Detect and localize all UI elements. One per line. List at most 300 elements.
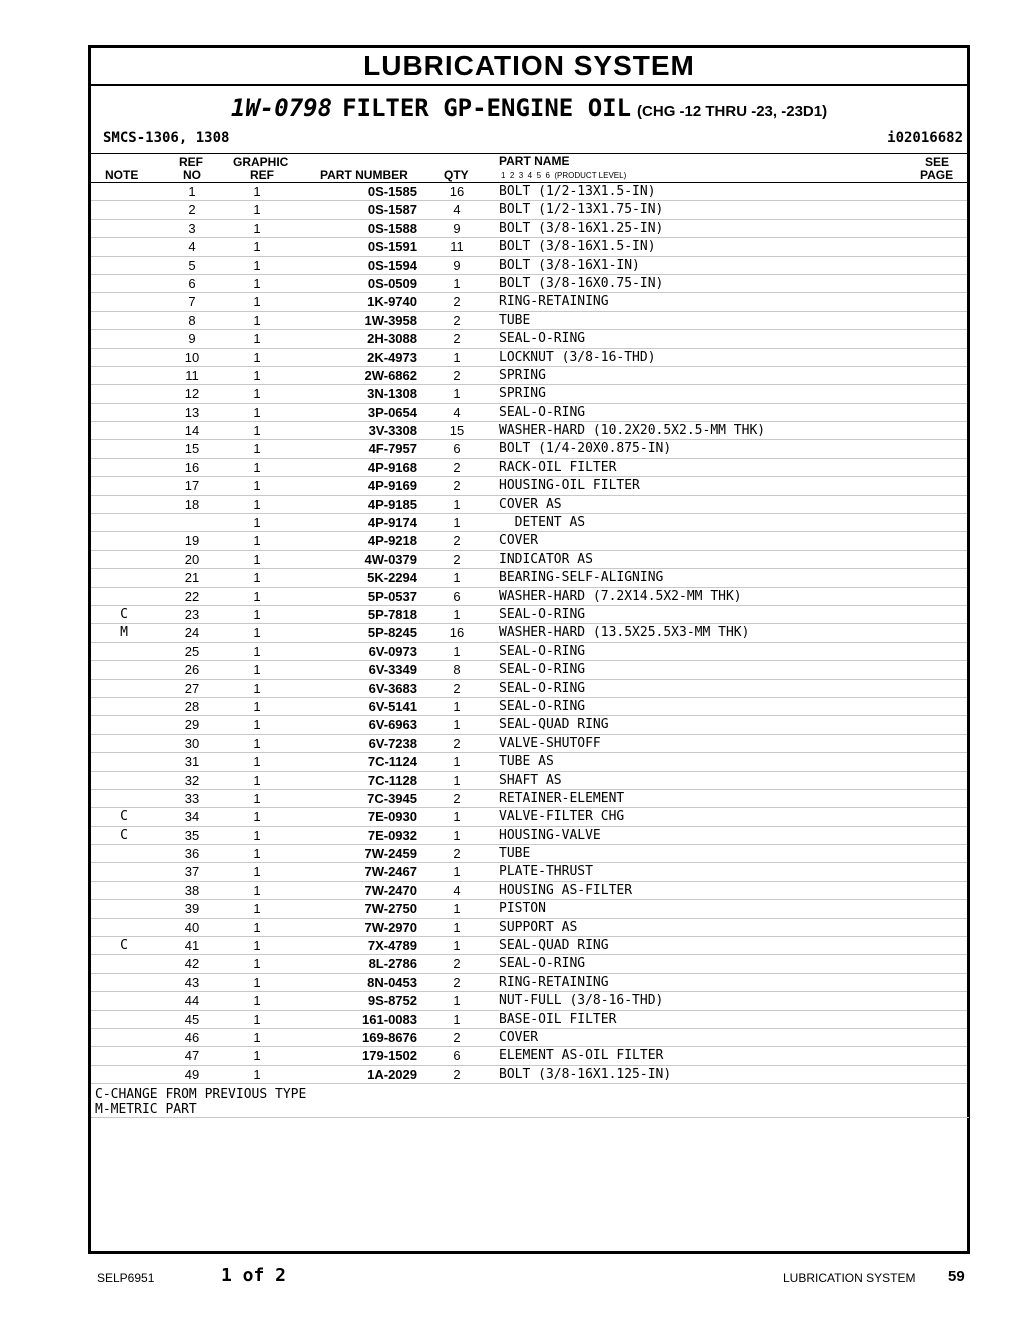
graphic-ref-cell: 1 xyxy=(253,625,261,641)
ref-number-cell: 41 xyxy=(184,938,200,954)
ref-number-cell: 42 xyxy=(184,956,200,972)
graphic-ref-cell: 1 xyxy=(253,404,261,420)
part-number-cell: 4P-9169 xyxy=(367,478,417,494)
graphic-ref-cell: 1 xyxy=(253,643,261,659)
quantity-cell: 1 xyxy=(453,698,461,714)
ref-number-cell: 34 xyxy=(184,809,200,825)
quantity-cell: 15 xyxy=(449,423,465,439)
col-part-name: PART NAME xyxy=(499,154,570,168)
ref-number-cell: 30 xyxy=(184,735,200,751)
part-name-cell: SPRING xyxy=(499,367,546,383)
part-name-cell: DETENT AS xyxy=(499,515,586,531)
ref-number-cell: 2 xyxy=(188,202,196,218)
graphic-ref-cell: 1 xyxy=(253,754,261,770)
part-name-cell: RACK-OIL FILTER xyxy=(499,459,617,475)
table-row xyxy=(91,293,967,311)
table-row xyxy=(91,440,967,458)
part-number-cell: 0S-1587 xyxy=(367,202,417,218)
quantity-cell: 2 xyxy=(453,974,461,990)
ref-number-cell: 7 xyxy=(188,294,196,310)
table-row xyxy=(91,275,967,293)
part-number-cell: 6V-6963 xyxy=(368,717,417,733)
ref-number-cell: 18 xyxy=(184,496,200,512)
ref-number-cell: 47 xyxy=(184,1048,200,1064)
group-range: (CHG -12 THRU -23, -23D1) xyxy=(637,103,828,120)
group-heading xyxy=(91,86,967,126)
quantity-cell: 1 xyxy=(453,570,461,586)
graphic-ref-cell: 1 xyxy=(253,570,261,586)
quantity-cell: 2 xyxy=(453,312,461,328)
part-name-cell: WASHER-HARD (13.5X25.5X3-MM THK) xyxy=(499,625,750,641)
ref-number-cell: 1 xyxy=(188,184,196,199)
part-number-cell: 3V-3308 xyxy=(368,423,417,439)
quantity-cell: 11 xyxy=(450,239,464,255)
table-row xyxy=(91,404,967,422)
part-name-cell: ELEMENT AS-OIL FILTER xyxy=(499,1048,664,1064)
table-row xyxy=(91,330,967,348)
graphic-ref-cell: 1 xyxy=(253,239,261,255)
ref-number-cell: 25 xyxy=(184,643,200,659)
note-cell: C xyxy=(120,938,128,954)
table-row xyxy=(91,367,967,385)
table-row xyxy=(91,1029,967,1047)
part-number-cell: 0S-1588 xyxy=(367,220,417,236)
graphic-ref-cell: 1 xyxy=(253,515,261,531)
graphic-ref-cell: 1 xyxy=(253,919,261,935)
table-row xyxy=(91,698,967,716)
ref-number-cell: 5 xyxy=(188,257,196,273)
quantity-cell: 1 xyxy=(453,275,461,291)
graphic-ref-cell: 1 xyxy=(253,184,261,199)
graphic-ref-cell: 1 xyxy=(253,662,261,678)
quantity-cell: 1 xyxy=(453,809,461,825)
quantity-cell: 1 xyxy=(453,717,461,733)
part-number-cell: 7C-1128 xyxy=(367,772,417,788)
table-row xyxy=(91,238,967,256)
graphic-ref-cell: 1 xyxy=(253,882,261,898)
part-name-cell: SPRING xyxy=(499,386,546,402)
part-name-cell: BOLT (3/8-16X1.125-IN) xyxy=(499,1066,672,1082)
part-name-cell: SEAL-O-RING xyxy=(499,404,586,420)
part-number-cell: 1K-9740 xyxy=(367,294,417,310)
quantity-cell: 2 xyxy=(453,459,461,475)
part-number-cell: 6V-7238 xyxy=(368,735,417,751)
part-name-cell: WASHER-HARD (7.2X14.5X2-MM THK) xyxy=(499,588,742,604)
part-name-cell: BOLT (1/2-13X1.75-IN) xyxy=(499,202,664,218)
table-row xyxy=(91,532,967,550)
quantity-cell: 9 xyxy=(453,220,461,236)
col-ref-top: REF xyxy=(179,155,203,169)
part-name-cell: BOLT (3/8-16X1-IN) xyxy=(499,257,640,273)
graphic-ref-cell: 1 xyxy=(253,275,261,291)
part-name-cell: WASHER-HARD (10.2X20.5X2.5-MM THK) xyxy=(499,423,766,439)
table-row xyxy=(91,477,967,495)
ref-number-cell: 12 xyxy=(184,386,200,402)
part-number-cell: 4P-9185 xyxy=(367,496,417,512)
part-number-cell: 3N-1308 xyxy=(367,386,417,402)
quantity-cell: 1 xyxy=(453,827,461,843)
ref-number-cell: 6 xyxy=(188,275,196,291)
ref-number-cell: 9 xyxy=(188,331,196,347)
quantity-cell: 6 xyxy=(453,588,461,604)
table-row xyxy=(91,201,967,219)
quantity-cell: 1 xyxy=(453,496,461,512)
graphic-ref-cell: 1 xyxy=(253,294,261,310)
ref-number-cell: 17 xyxy=(184,478,200,494)
table-row xyxy=(91,772,967,790)
part-number-cell: 7W-2459 xyxy=(364,846,417,862)
part-number-cell: 2H-3088 xyxy=(367,331,417,347)
quantity-cell: 9 xyxy=(453,257,461,273)
graphic-ref-cell: 1 xyxy=(253,680,261,696)
part-number-cell: 8L-2786 xyxy=(368,956,417,972)
ref-number-cell: 20 xyxy=(184,551,200,567)
graphic-ref-cell: 1 xyxy=(253,606,261,622)
table-row xyxy=(91,753,967,771)
group-name: FILTER GP-ENGINE OIL xyxy=(342,94,632,122)
notes-legend xyxy=(91,1084,969,1118)
quantity-cell: 1 xyxy=(453,993,461,1009)
part-name-cell: HOUSING-VALVE xyxy=(499,827,601,843)
part-name-cell: TUBE AS xyxy=(499,754,554,770)
part-number-cell: 7W-2467 xyxy=(364,864,417,880)
quantity-cell: 2 xyxy=(453,1066,461,1082)
part-number-cell: 7X-4789 xyxy=(367,938,417,954)
col-see-bottom: PAGE xyxy=(920,168,954,182)
graphic-ref-cell: 1 xyxy=(253,423,261,439)
graphic-ref-cell: 1 xyxy=(253,1048,261,1064)
ref-number-cell: 49 xyxy=(184,1066,200,1082)
quantity-cell: 1 xyxy=(453,386,461,402)
note-metric: M-METRIC PART xyxy=(95,1102,197,1118)
note-cell: C xyxy=(120,606,128,622)
illustration-id: i02016682 xyxy=(887,130,963,146)
ref-number-cell: 33 xyxy=(184,790,200,806)
graphic-ref-cell: 1 xyxy=(253,846,261,862)
ref-number-cell: 4 xyxy=(188,239,196,255)
table-row xyxy=(91,863,967,881)
table-row xyxy=(91,588,967,606)
part-name-cell: VALVE-SHUTOFF xyxy=(499,735,601,751)
note-change: C-CHANGE FROM PREVIOUS TYPE xyxy=(95,1087,307,1103)
part-name-cell: BEARING-SELF-ALIGNING xyxy=(499,570,664,586)
graphic-ref-cell: 1 xyxy=(253,735,261,751)
table-row xyxy=(91,349,967,367)
table-row xyxy=(91,716,967,734)
part-number-cell: 1A-2029 xyxy=(367,1066,417,1082)
graphic-ref-cell: 1 xyxy=(253,1029,261,1045)
graphic-ref-cell: 1 xyxy=(253,220,261,236)
ref-number-cell: 22 xyxy=(184,588,200,604)
graphic-ref-cell: 1 xyxy=(253,533,261,549)
parts-sheet xyxy=(88,45,970,1254)
ref-number-cell: 43 xyxy=(184,974,200,990)
table-row xyxy=(91,624,967,642)
note-cell: M xyxy=(120,625,128,641)
quantity-cell: 1 xyxy=(453,515,461,531)
ref-number-cell: 37 xyxy=(184,864,200,880)
quantity-cell: 1 xyxy=(453,919,461,935)
part-name-cell: TUBE xyxy=(499,312,531,328)
quantity-cell: 2 xyxy=(453,846,461,862)
graphic-ref-cell: 1 xyxy=(253,974,261,990)
part-number-cell: 6V-5141 xyxy=(368,698,417,714)
ref-number-cell: 24 xyxy=(184,625,200,641)
table-row xyxy=(91,183,967,201)
graphic-ref-cell: 1 xyxy=(253,790,261,806)
part-number-cell: 2W-6862 xyxy=(364,367,417,383)
ref-number-cell: 23 xyxy=(184,606,200,622)
table-row xyxy=(91,845,967,863)
part-name-cell: LOCKNUT (3/8-16-THD) xyxy=(499,349,656,365)
quantity-cell: 1 xyxy=(453,1011,461,1027)
table-row xyxy=(91,514,967,532)
quantity-cell: 6 xyxy=(453,441,461,457)
part-number-cell: 8N-0453 xyxy=(367,974,417,990)
graphic-ref-cell: 1 xyxy=(253,1011,261,1027)
ref-number-cell: 21 xyxy=(184,570,200,586)
quantity-cell: 2 xyxy=(453,331,461,347)
part-name-cell: BOLT (3/8-16X1.5-IN) xyxy=(499,239,656,255)
smcs-line xyxy=(91,126,967,154)
quantity-cell: 1 xyxy=(453,938,461,954)
ref-number-cell: 8 xyxy=(188,312,196,328)
part-number-cell: 7C-3945 xyxy=(367,790,417,806)
part-name-cell: BOLT (3/8-16X0.75-IN) xyxy=(499,275,664,291)
part-number-cell: 179-1502 xyxy=(362,1048,417,1064)
part-number-cell: 1W-3958 xyxy=(364,312,417,328)
ref-number-cell: 28 xyxy=(184,698,200,714)
graphic-ref-cell: 1 xyxy=(253,809,261,825)
doc-id: SELP6951 xyxy=(97,1271,155,1285)
part-name-cell: TUBE xyxy=(499,846,531,862)
col-note: NOTE xyxy=(105,168,139,182)
graphic-ref-cell: 1 xyxy=(253,1066,261,1082)
ref-number-cell: 45 xyxy=(184,1011,200,1027)
part-number-cell: 7W-2750 xyxy=(364,901,417,917)
part-number-cell: 2K-4973 xyxy=(367,349,417,365)
graphic-ref-cell: 1 xyxy=(253,588,261,604)
table-row xyxy=(91,1047,967,1065)
part-number-cell: 5P-0537 xyxy=(367,588,417,604)
part-name-cell: COVER xyxy=(499,533,539,549)
quantity-cell: 2 xyxy=(453,294,461,310)
quantity-cell: 4 xyxy=(453,202,461,218)
part-name-cell: BOLT (1/2-13X1.5-IN) xyxy=(499,184,656,199)
part-name-cell: SEAL-O-RING xyxy=(499,643,586,659)
section-title: LUBRICATION SYSTEM xyxy=(91,48,967,86)
graphic-ref-cell: 1 xyxy=(253,496,261,512)
table-row xyxy=(91,643,967,661)
quantity-cell: 16 xyxy=(449,625,465,641)
ref-number-cell: 11 xyxy=(185,367,199,383)
quantity-cell: 2 xyxy=(453,956,461,972)
part-number-cell: 169-8676 xyxy=(362,1029,417,1045)
table-row xyxy=(91,882,967,900)
graphic-ref-cell: 1 xyxy=(253,938,261,954)
graphic-ref-cell: 1 xyxy=(253,386,261,402)
part-number-cell: 5P-7818 xyxy=(367,606,417,622)
table-row xyxy=(91,992,967,1010)
ref-number-cell: 40 xyxy=(184,919,200,935)
ref-number-cell: 44 xyxy=(184,993,200,1009)
ref-number-cell: 32 xyxy=(184,772,200,788)
table-row xyxy=(91,312,967,330)
table-row xyxy=(91,955,967,973)
quantity-cell: 2 xyxy=(453,1029,461,1045)
graphic-ref-cell: 1 xyxy=(253,717,261,733)
ref-number-cell: 36 xyxy=(184,846,200,862)
ref-number-cell: 38 xyxy=(184,882,200,898)
quantity-cell: 8 xyxy=(453,662,461,678)
ref-number-cell: 31 xyxy=(184,754,200,770)
table-row xyxy=(91,1011,967,1029)
table-row xyxy=(91,919,967,937)
column-headers xyxy=(91,154,967,183)
quantity-cell: 4 xyxy=(453,404,461,420)
part-name-cell: SEAL-O-RING xyxy=(499,662,586,678)
table-row xyxy=(91,900,967,918)
table-row xyxy=(91,1066,967,1084)
graphic-ref-cell: 1 xyxy=(253,772,261,788)
table-row xyxy=(91,808,967,826)
table-row xyxy=(91,257,967,275)
graphic-ref-cell: 1 xyxy=(253,864,261,880)
ref-number-cell: 27 xyxy=(184,680,200,696)
graphic-ref-cell: 1 xyxy=(253,698,261,714)
graphic-ref-cell: 1 xyxy=(253,331,261,347)
part-name-cell: SEAL-O-RING xyxy=(499,606,586,622)
table-row xyxy=(91,551,967,569)
part-name-cell: INDICATOR AS xyxy=(499,551,593,567)
ref-number-cell: 15 xyxy=(184,441,200,457)
part-name-cell: PISTON xyxy=(499,901,546,917)
graphic-ref-cell: 1 xyxy=(253,827,261,843)
part-number-cell: 7E-0932 xyxy=(367,827,417,843)
quantity-cell: 1 xyxy=(453,901,461,917)
part-name-cell: SEAL-QUAD RING xyxy=(499,938,609,954)
col-graphic-bottom: REF xyxy=(250,168,274,182)
ref-number-cell: 26 xyxy=(184,662,200,678)
table-row xyxy=(91,974,967,992)
col-qty: QTY xyxy=(444,168,469,182)
col-ref-bottom: NO xyxy=(183,168,201,182)
quantity-cell: 2 xyxy=(453,367,461,383)
graphic-ref-cell: 1 xyxy=(253,551,261,567)
part-number-cell: 0S-1594 xyxy=(367,257,417,273)
table-row xyxy=(91,606,967,624)
part-number-cell: 0S-0509 xyxy=(367,275,417,291)
ref-number-cell: 3 xyxy=(188,220,196,236)
part-name-cell: BASE-OIL FILTER xyxy=(499,1011,617,1027)
part-name-cell: RING-RETAINING xyxy=(499,294,609,310)
quantity-cell: 1 xyxy=(453,606,461,622)
part-number-cell: 161-0083 xyxy=(362,1011,417,1027)
part-name-cell: HOUSING-OIL FILTER xyxy=(499,478,640,494)
footer-section: LUBRICATION SYSTEM xyxy=(783,1271,916,1285)
part-name-cell: SEAL-O-RING xyxy=(499,956,586,972)
page-number: 59 xyxy=(948,1268,965,1285)
graphic-ref-cell: 1 xyxy=(253,993,261,1009)
page-of: 1 of 2 xyxy=(221,1265,287,1286)
parts-table xyxy=(91,183,967,1084)
col-graphic-top: GRAPHIC xyxy=(233,155,289,169)
ref-number-cell: 19 xyxy=(184,533,200,549)
part-name-cell: HOUSING AS-FILTER xyxy=(499,882,633,898)
part-number-cell: 7W-2970 xyxy=(364,919,417,935)
part-number-cell: 4W-0379 xyxy=(364,551,417,567)
quantity-cell: 2 xyxy=(453,478,461,494)
table-row xyxy=(91,827,967,845)
note-cell: C xyxy=(120,809,128,825)
note-cell: C xyxy=(120,827,128,843)
table-row xyxy=(91,790,967,808)
graphic-ref-cell: 1 xyxy=(253,478,261,494)
table-row xyxy=(91,680,967,698)
graphic-ref-cell: 1 xyxy=(253,257,261,273)
part-number-cell: 4P-9168 xyxy=(367,459,417,475)
part-name-cell: VALVE-FILTER CHG xyxy=(499,809,625,825)
graphic-ref-cell: 1 xyxy=(253,441,261,457)
table-row xyxy=(91,735,967,753)
table-row xyxy=(91,661,967,679)
part-name-cell: SEAL-QUAD RING xyxy=(499,717,609,733)
part-name-cell: SHAFT AS xyxy=(499,772,562,788)
part-number-cell: 5K-2294 xyxy=(367,570,417,586)
ref-number-cell: 29 xyxy=(184,717,200,733)
quantity-cell: 4 xyxy=(453,882,461,898)
graphic-ref-cell: 1 xyxy=(253,459,261,475)
graphic-ref-cell: 1 xyxy=(253,312,261,328)
part-number-cell: 0S-1585 xyxy=(367,184,417,199)
part-number-cell: 9S-8752 xyxy=(367,993,417,1009)
page-footer xyxy=(0,1262,1020,1292)
part-number-cell: 7C-1124 xyxy=(367,754,417,770)
group-part-number: 1W-0798 xyxy=(230,94,333,122)
ref-number-cell: 10 xyxy=(184,349,200,365)
part-name-cell: SEAL-O-RING xyxy=(499,698,586,714)
part-number-cell: 4P-9218 xyxy=(367,533,417,549)
col-product-level: 1 2 3 4 5 6 (PRODUCT LEVEL) xyxy=(501,171,627,180)
part-number-cell: 4F-7957 xyxy=(368,441,417,457)
ref-number-cell: 13 xyxy=(184,404,200,420)
col-see-top: SEE xyxy=(925,155,950,169)
quantity-cell: 1 xyxy=(453,643,461,659)
graphic-ref-cell: 1 xyxy=(253,367,261,383)
quantity-cell: 2 xyxy=(453,680,461,696)
quantity-cell: 2 xyxy=(453,533,461,549)
table-row xyxy=(91,385,967,403)
part-number-cell: 7E-0930 xyxy=(367,809,417,825)
part-name-cell: BOLT (1/4-20X0.875-IN) xyxy=(499,441,672,457)
part-number-cell: 6V-3683 xyxy=(368,680,417,696)
ref-number-cell: 35 xyxy=(184,827,200,843)
table-row xyxy=(91,459,967,477)
quantity-cell: 2 xyxy=(453,790,461,806)
table-row xyxy=(91,937,967,955)
part-number-cell: 4P-9174 xyxy=(367,515,417,531)
graphic-ref-cell: 1 xyxy=(253,202,261,218)
graphic-ref-cell: 1 xyxy=(253,901,261,917)
table-row xyxy=(91,422,967,440)
part-number-cell: 3P-0654 xyxy=(367,404,417,420)
ref-number-cell: 16 xyxy=(184,459,200,475)
table-row xyxy=(91,220,967,238)
quantity-cell: 2 xyxy=(453,551,461,567)
part-number-cell: 0S-1591 xyxy=(367,239,417,255)
part-name-cell: SEAL-O-RING xyxy=(499,680,586,696)
part-name-cell: SEAL-O-RING xyxy=(499,331,586,347)
